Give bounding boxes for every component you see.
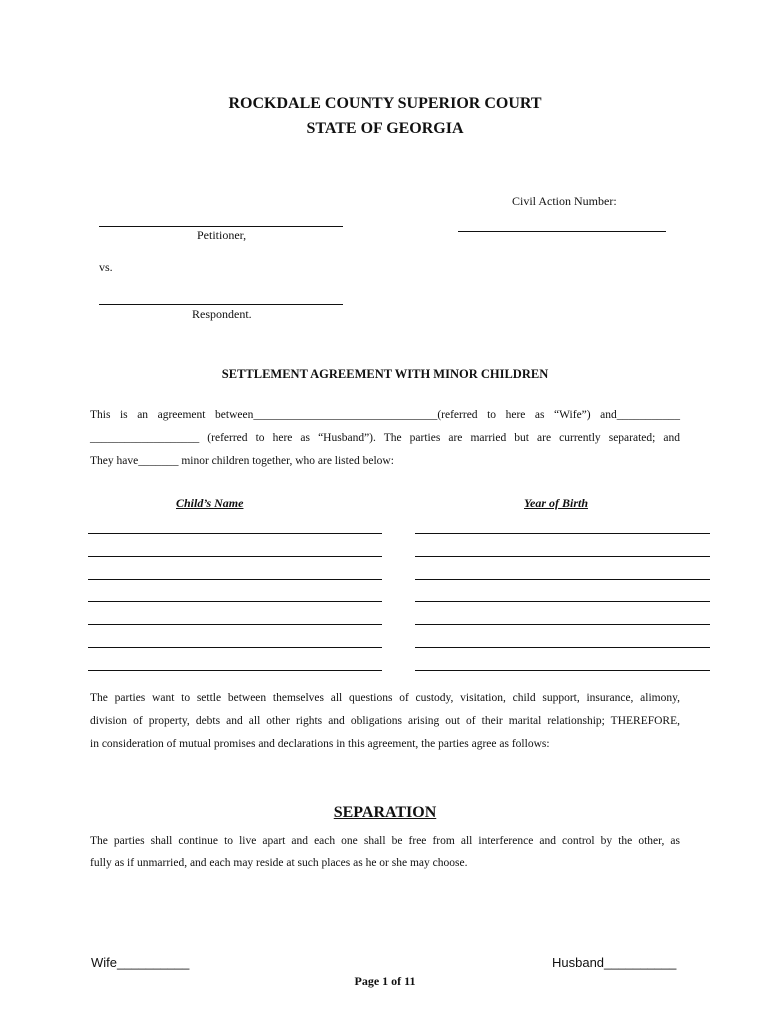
civil-action-label: Civil Action Number: — [512, 194, 617, 208]
husband-signature[interactable]: Husband__________ — [552, 955, 677, 970]
purpose-line-3: in consideration of mutual promises and declarations in this agreement, the parties agree as follows: — [90, 738, 550, 750]
separation-line-1: The parties shall continue to live apart and each one shall be free from all interference and control by the other, as — [90, 835, 680, 847]
vs-label: vs. — [99, 260, 113, 274]
intro-line-3: They have_______ minor children together, who are listed below: — [90, 455, 394, 467]
page-number: Page 1 of 11 — [354, 974, 416, 988]
purpose-line-1: The parties want to settle between themselves all questions of custody, visitation, child support, insurance, alimony, — [90, 692, 680, 704]
intro-line-2: ___________________ (referred to here as “Husband”). The parties are married but are currently separated; and — [90, 432, 680, 444]
respondent-label: Respondent. — [192, 307, 252, 321]
child-name-line[interactable] — [88, 670, 382, 671]
purpose-line-2: division of property, debts and all other rights and obligations arising out of their marital relationship; THEREFORE, — [90, 715, 680, 727]
intro-line-1: This is an agreement between________________________________(referred to here as “Wife”) and___________ — [90, 409, 680, 421]
state-name: STATE OF GEORGIA — [306, 120, 464, 137]
separation-title: SEPARATION — [333, 804, 437, 821]
child-name-line[interactable] — [88, 601, 382, 602]
court-name: ROCKDALE COUNTY SUPERIOR COURT — [228, 95, 542, 112]
child-name-header: Child’s Name — [176, 496, 244, 510]
wife-signature[interactable]: Wife__________ — [91, 955, 190, 970]
year-of-birth-header: Year of Birth — [524, 496, 589, 510]
year-of-birth-line[interactable] — [415, 624, 710, 625]
agreement-title: SETTLEMENT AGREEMENT WITH MINOR CHILDREN — [221, 367, 549, 381]
year-of-birth-line[interactable] — [415, 556, 710, 557]
child-name-line[interactable] — [88, 556, 382, 557]
year-of-birth-line[interactable] — [415, 601, 710, 602]
separation-line-2: fully as if unmarried, and each may reside at such places as he or she may choose. — [90, 857, 468, 869]
year-of-birth-line[interactable] — [415, 670, 710, 671]
year-of-birth-line[interactable] — [415, 533, 710, 534]
child-name-line[interactable] — [88, 624, 382, 625]
child-name-line[interactable] — [88, 533, 382, 534]
year-of-birth-line[interactable] — [415, 579, 710, 580]
child-name-line[interactable] — [88, 579, 382, 580]
child-name-line[interactable] — [88, 647, 382, 648]
petitioner-label: Petitioner, — [197, 228, 247, 242]
petitioner-line[interactable] — [99, 226, 343, 227]
year-of-birth-line[interactable] — [415, 647, 710, 648]
civil-action-number-line[interactable] — [458, 231, 666, 232]
respondent-line[interactable] — [99, 304, 343, 305]
